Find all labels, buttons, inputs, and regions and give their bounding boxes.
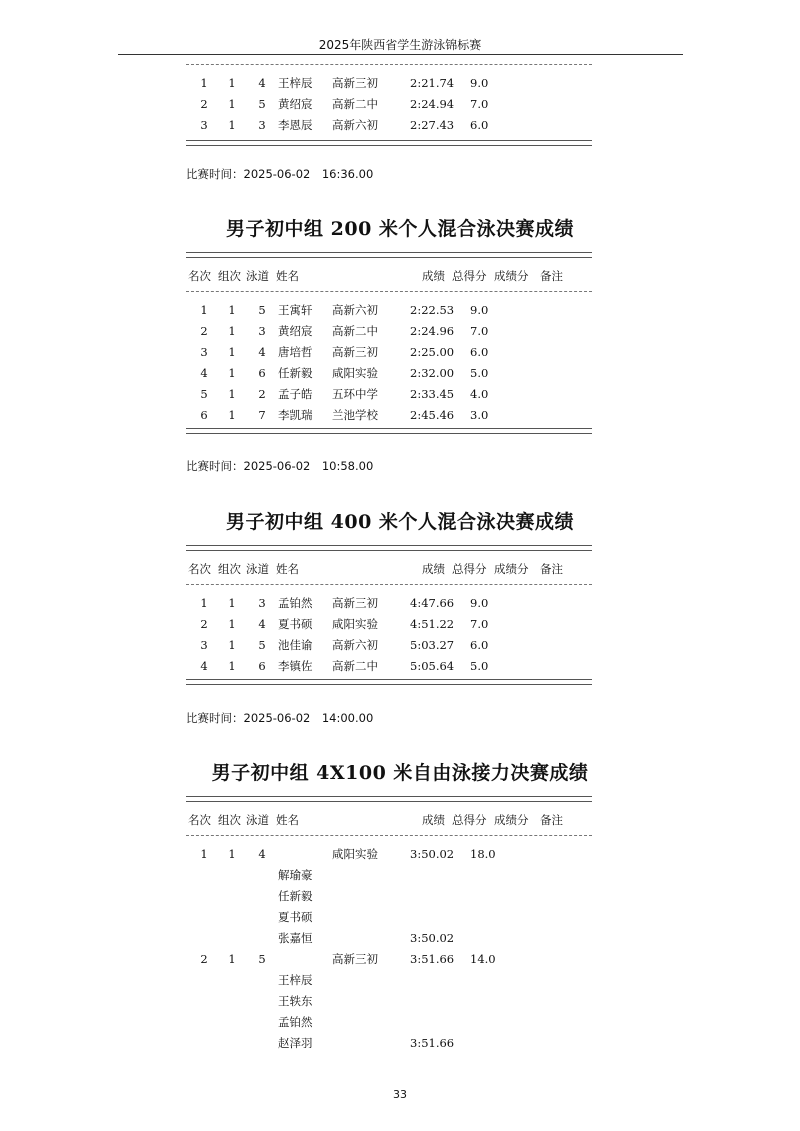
col-score: 成绩分 [494, 269, 529, 283]
cell-time: 2:32.00 [410, 366, 455, 380]
cell-name: 池佳谕 [278, 638, 313, 652]
cell-rank: 4 [200, 366, 208, 380]
cell-time: 4:51.22 [410, 617, 455, 631]
col-result: 成绩 [422, 269, 445, 283]
table-row [186, 656, 592, 677]
col-result: 成绩 [422, 813, 445, 827]
cell-group: 1 [228, 387, 236, 401]
cell-group: 1 [228, 324, 236, 338]
cell-group: 1 [228, 366, 236, 380]
table-row [186, 970, 592, 991]
cell-name: 黄绍宸 [278, 97, 313, 111]
cell-group: 1 [228, 76, 236, 90]
table-row [186, 405, 592, 426]
cell-rank: 1 [200, 847, 208, 861]
table-row [186, 363, 592, 384]
col-score: 成绩分 [494, 813, 529, 827]
col-total: 总得分 [452, 813, 487, 827]
cell-lane: 3 [258, 118, 266, 132]
double-rule [186, 140, 592, 146]
cell-team: 高新二中 [332, 659, 378, 673]
cell-name: 李镇佐 [278, 659, 313, 673]
section-title: 男子初中组 4X100 米自由泳接力决赛成绩 [211, 762, 589, 784]
cell-name: 王轶东 [278, 994, 313, 1008]
cell-team: 兰池学校 [332, 408, 378, 422]
cell-group: 1 [228, 408, 236, 422]
col-group: 组次 [218, 562, 241, 576]
cell-rank: 4 [200, 659, 208, 673]
col-note: 备注 [540, 562, 563, 576]
double-rule [186, 679, 592, 685]
table-row [186, 614, 592, 635]
cell-name: 任新毅 [278, 889, 313, 903]
table-row [186, 115, 592, 136]
double-rule [186, 796, 592, 802]
cell-name: 孟子皓 [278, 387, 313, 401]
cell-lane: 6 [258, 366, 266, 380]
cell-points: 6.0 [470, 638, 489, 652]
results-table [186, 545, 592, 685]
cell-team: 高新三初 [332, 76, 378, 90]
cell-time: 5:03.27 [410, 638, 455, 652]
cell-team: 咸阳实验 [332, 847, 378, 861]
cell-rank: 1 [200, 303, 208, 317]
cell-points: 9.0 [470, 596, 489, 610]
cell-group: 1 [228, 118, 236, 132]
cell-team: 高新二中 [332, 324, 378, 338]
cell-time: 3:51.66 [410, 1036, 455, 1050]
cell-lane: 7 [258, 408, 266, 422]
cell-rank: 1 [200, 76, 208, 90]
cell-points: 7.0 [470, 617, 489, 631]
match-time: 比赛时间：2025-06-02 14:00.00 [186, 711, 374, 725]
cell-team: 高新三初 [332, 952, 378, 966]
cell-points: 7.0 [470, 324, 489, 338]
cell-lane: 5 [258, 952, 266, 966]
cell-team: 五环中学 [332, 387, 378, 401]
cell-points: 4.0 [470, 387, 489, 401]
cell-points: 18.0 [470, 847, 496, 861]
cell-group: 1 [228, 596, 236, 610]
cell-name: 赵泽羽 [278, 1036, 313, 1050]
results-table [186, 252, 592, 434]
cell-rank: 2 [200, 97, 208, 111]
cell-group: 1 [228, 345, 236, 359]
cell-group: 1 [228, 303, 236, 317]
col-score: 成绩分 [494, 562, 529, 576]
cell-lane: 3 [258, 596, 266, 610]
cell-rank: 1 [200, 596, 208, 610]
table-row [186, 73, 592, 94]
cell-time: 2:27.43 [410, 118, 455, 132]
table-row [186, 1033, 592, 1054]
cell-name: 黄绍宸 [278, 324, 313, 338]
cell-points: 3.0 [470, 408, 489, 422]
col-rank: 名次 [188, 269, 211, 283]
cell-name: 夏书硕 [278, 910, 313, 924]
cell-lane: 5 [258, 97, 266, 111]
cell-time: 3:51.66 [410, 952, 455, 966]
cell-lane: 3 [258, 324, 266, 338]
section-title: 男子初中组 200 米个人混合泳决赛成绩 [226, 218, 574, 240]
cell-name: 唐培哲 [278, 345, 313, 359]
cell-points: 9.0 [470, 76, 489, 90]
cell-group: 1 [228, 617, 236, 631]
cell-lane: 4 [258, 617, 266, 631]
cell-lane: 5 [258, 638, 266, 652]
table-row [186, 593, 592, 614]
page-number: 33 [393, 1088, 407, 1101]
cell-time: 2:24.94 [410, 97, 455, 111]
table-row [186, 865, 592, 886]
cell-time: 4:47.66 [410, 596, 455, 610]
results-table-continued [186, 64, 592, 146]
cell-time: 3:50.02 [410, 931, 455, 945]
match-time: 比赛时间：2025-06-02 16:36.00 [186, 167, 374, 181]
table-row [186, 1012, 592, 1033]
cell-points: 5.0 [470, 366, 489, 380]
cell-lane: 4 [258, 76, 266, 90]
table-header [186, 266, 592, 287]
double-rule [186, 428, 592, 434]
cell-group: 1 [228, 659, 236, 673]
col-group: 组次 [218, 269, 241, 283]
cell-time: 2:24.96 [410, 324, 455, 338]
col-lane: 泳道 [246, 269, 269, 283]
cell-group: 1 [228, 952, 236, 966]
cell-lane: 5 [258, 303, 266, 317]
cell-rank: 5 [200, 387, 208, 401]
col-name: 姓名 [276, 562, 299, 576]
cell-rank: 3 [200, 118, 208, 132]
table-row [186, 94, 592, 115]
cell-team: 咸阳实验 [332, 617, 378, 631]
cell-name: 张嘉恒 [278, 931, 313, 945]
table-row [186, 928, 592, 949]
cell-name: 夏书硕 [278, 617, 313, 631]
col-result: 成绩 [422, 562, 445, 576]
cell-points: 6.0 [470, 345, 489, 359]
cell-name: 任新毅 [278, 366, 313, 380]
col-name: 姓名 [276, 269, 299, 283]
col-total: 总得分 [452, 269, 487, 283]
table-row [186, 342, 592, 363]
cell-name: 李恩辰 [278, 118, 313, 132]
table-row [186, 384, 592, 405]
table-row [186, 991, 592, 1012]
cell-team: 高新二中 [332, 97, 378, 111]
cell-points: 5.0 [470, 659, 489, 673]
cell-team: 高新三初 [332, 345, 378, 359]
cell-name: 孟铂然 [278, 596, 313, 610]
table-row [186, 300, 592, 321]
table-row [186, 321, 592, 342]
cell-name: 王梓辰 [278, 76, 313, 90]
cell-name: 孟铂然 [278, 1015, 313, 1029]
table-row [186, 907, 592, 928]
page-header: 2025年陕西省学生游泳锦标赛 [318, 38, 482, 52]
cell-points: 6.0 [470, 118, 489, 132]
cell-group: 1 [228, 847, 236, 861]
cell-time: 2:25.00 [410, 345, 455, 359]
cell-team: 咸阳实验 [332, 366, 378, 380]
cell-lane: 2 [258, 387, 266, 401]
double-rule [186, 545, 592, 551]
table-header [186, 559, 592, 580]
cell-lane: 4 [258, 847, 266, 861]
cell-lane: 6 [258, 659, 266, 673]
table-row [186, 886, 592, 907]
section-title: 男子初中组 400 米个人混合泳决赛成绩 [226, 511, 574, 533]
cell-rank: 2 [200, 617, 208, 631]
cell-group: 1 [228, 638, 236, 652]
double-rule [186, 252, 592, 258]
col-rank: 名次 [188, 813, 211, 827]
cell-points: 14.0 [470, 952, 496, 966]
col-group: 组次 [218, 813, 241, 827]
cell-time: 5:05.64 [410, 659, 455, 673]
cell-team: 高新六初 [332, 638, 378, 652]
cell-rank: 6 [200, 408, 208, 422]
header-rule [118, 54, 683, 55]
cell-team: 高新六初 [332, 303, 378, 317]
col-lane: 泳道 [246, 813, 269, 827]
cell-rank: 3 [200, 345, 208, 359]
cell-time: 2:45.46 [410, 408, 455, 422]
cell-lane: 4 [258, 345, 266, 359]
col-note: 备注 [540, 813, 563, 827]
cell-rank: 3 [200, 638, 208, 652]
cell-time: 3:50.02 [410, 847, 455, 861]
cell-name: 解瑜豪 [278, 868, 313, 882]
cell-name: 王寓轩 [278, 303, 313, 317]
table-row [186, 844, 592, 865]
cell-group: 1 [228, 97, 236, 111]
col-rank: 名次 [188, 562, 211, 576]
cell-time: 2:22.53 [410, 303, 455, 317]
match-time: 比赛时间：2025-06-02 10:58.00 [186, 459, 374, 473]
cell-time: 2:33.45 [410, 387, 455, 401]
cell-team: 高新六初 [332, 118, 378, 132]
table-row [186, 949, 592, 970]
table-header [186, 810, 592, 831]
col-note: 备注 [540, 269, 563, 283]
cell-rank: 2 [200, 952, 208, 966]
table-row [186, 635, 592, 656]
cell-team: 高新三初 [332, 596, 378, 610]
cell-points: 9.0 [470, 303, 489, 317]
col-total: 总得分 [452, 562, 487, 576]
col-name: 姓名 [276, 813, 299, 827]
cell-name: 王梓辰 [278, 973, 313, 987]
results-table [186, 796, 592, 1054]
cell-time: 2:21.74 [410, 76, 455, 90]
cell-name: 李凯瑞 [278, 408, 313, 422]
cell-points: 7.0 [470, 97, 489, 111]
col-lane: 泳道 [246, 562, 269, 576]
cell-rank: 2 [200, 324, 208, 338]
